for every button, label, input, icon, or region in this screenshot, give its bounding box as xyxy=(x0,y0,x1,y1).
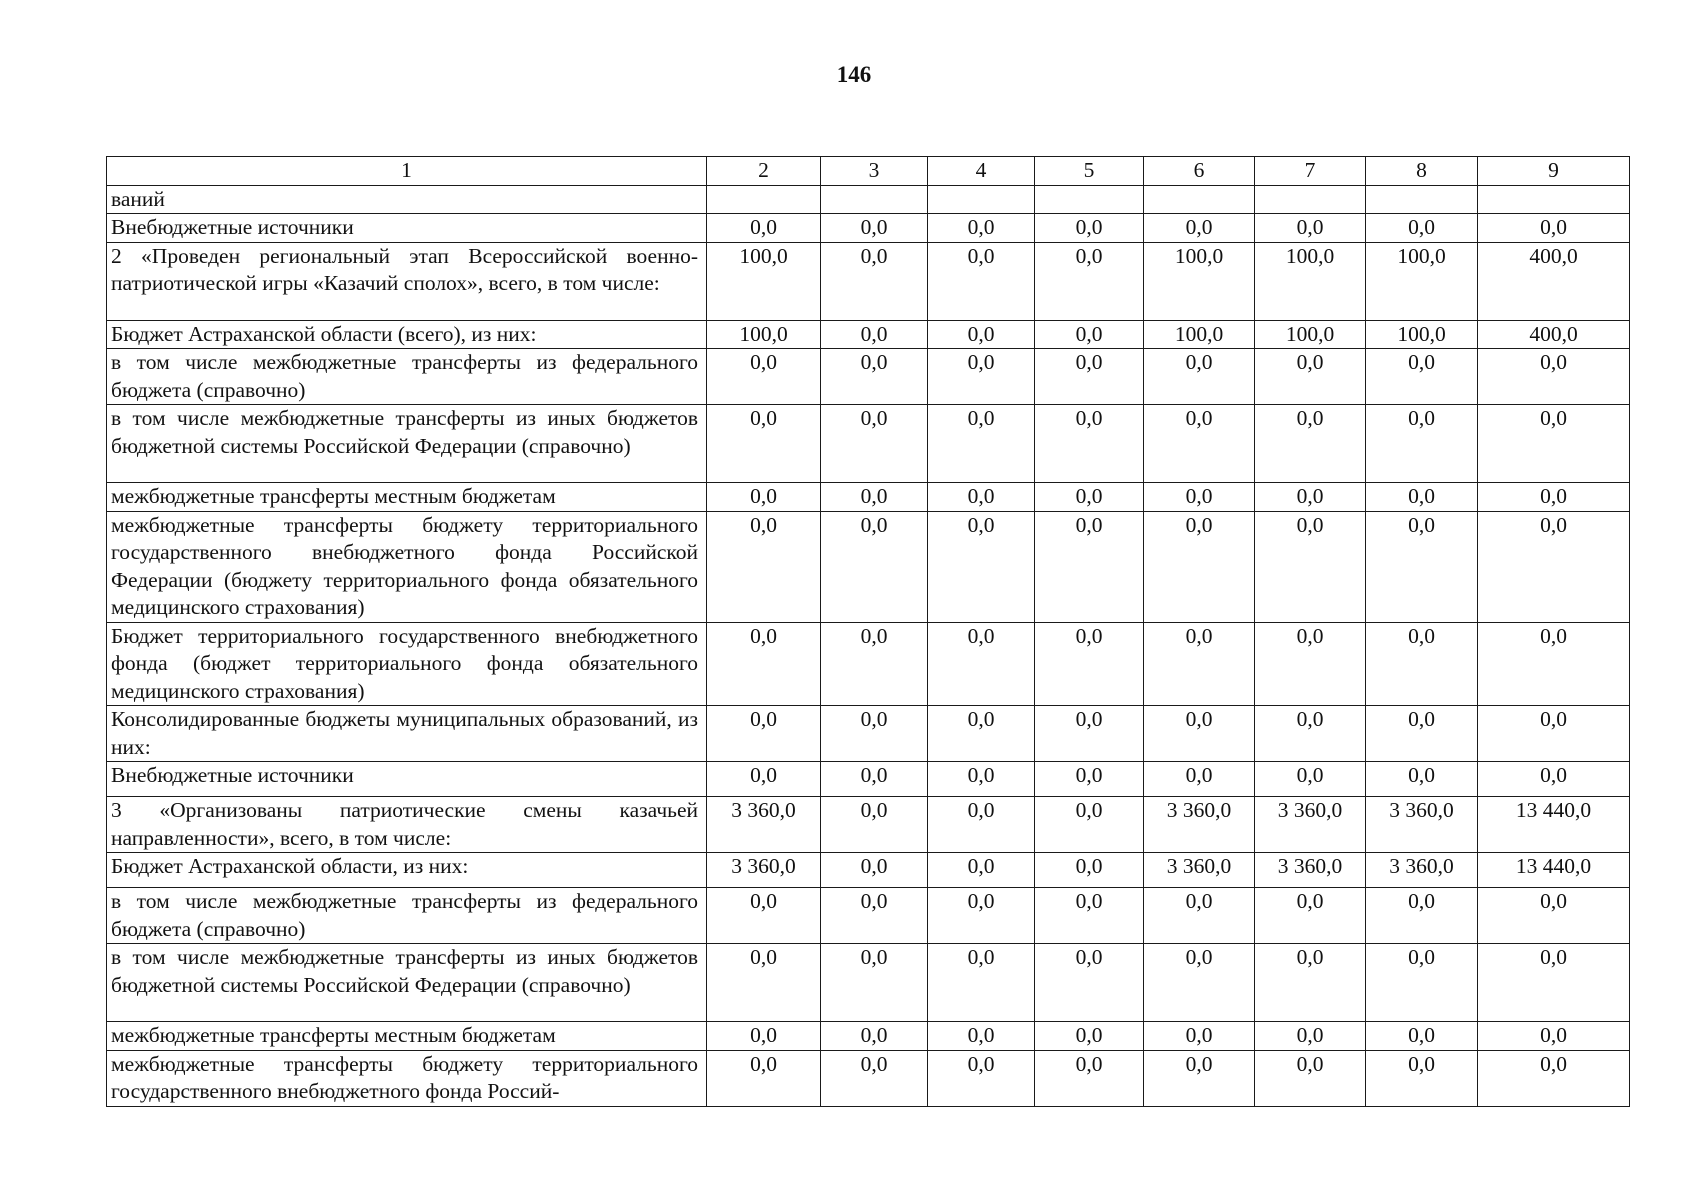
table-cell: 0,0 xyxy=(1144,888,1255,944)
table-cell: 0,0 xyxy=(821,405,928,483)
page-number: 146 xyxy=(836,62,872,87)
table-cell: 0,0 xyxy=(1035,797,1144,853)
column-header: 5 xyxy=(1035,157,1144,186)
table-cell: 0,0 xyxy=(1144,706,1255,762)
table-cell: 0,0 xyxy=(1035,762,1144,797)
table-cell: 0,0 xyxy=(1478,944,1630,1022)
table-cell: 0,0 xyxy=(1035,706,1144,762)
table-row xyxy=(107,1050,1630,1106)
row-label: межбюджетные трансферты местным бюджетам xyxy=(107,483,707,512)
row-label: межбюджетные трансферты бюджету территориального государственного внебюджетного фонда Российской Федерации (бюджету территориального фонда обязательного медицинского страхования) xyxy=(107,511,707,622)
table-cell: 0,0 xyxy=(1255,1050,1366,1106)
table-cell: 0,0 xyxy=(1255,944,1366,1022)
table-cell: 0,0 xyxy=(707,405,821,483)
table-row xyxy=(107,888,1630,944)
table-cell: 100,0 xyxy=(1366,242,1478,320)
table-cell: 0,0 xyxy=(1035,622,1144,706)
table-cell: 0,0 xyxy=(928,853,1035,888)
row-label: 2 «Проведен региональный этап Всероссийской военно-патриотической игры «Казачий сполох», всего, в том числе: xyxy=(107,242,707,320)
column-header: 3 xyxy=(821,157,928,186)
table-cell: 0,0 xyxy=(1366,1050,1478,1106)
table-cell: 0,0 xyxy=(821,349,928,405)
table-cell: 13 440,0 xyxy=(1478,797,1630,853)
row-label: в том числе межбюджетные трансферты из иных бюджетов бюджетной системы Российской Федерации (справочно) xyxy=(107,944,707,1022)
table-cell: 3 360,0 xyxy=(1144,797,1255,853)
table-row xyxy=(107,706,1630,762)
table-cell: 0,0 xyxy=(1366,349,1478,405)
table-cell: 3 360,0 xyxy=(707,853,821,888)
table-cell: 0,0 xyxy=(1035,320,1144,349)
table-cell: 100,0 xyxy=(707,320,821,349)
table-cell: 0,0 xyxy=(1255,483,1366,512)
table-cell: 0,0 xyxy=(1035,944,1144,1022)
row-label: Консолидированные бюджеты муниципальных образований, из них: xyxy=(107,706,707,762)
table-cell: 0,0 xyxy=(1366,214,1478,243)
table-cell: 0,0 xyxy=(1478,1050,1630,1106)
table-cell: 0,0 xyxy=(1255,622,1366,706)
table-cell: 0,0 xyxy=(928,214,1035,243)
table-row xyxy=(107,797,1630,853)
budget-table xyxy=(106,156,1630,1107)
table-row xyxy=(107,405,1630,483)
row-label: 3 «Организованы патриотические смены казачьей направленности», всего, в том числе: xyxy=(107,797,707,853)
table-cell: 0,0 xyxy=(1035,214,1144,243)
table-cell: 0,0 xyxy=(928,483,1035,512)
table-cell: 0,0 xyxy=(821,944,928,1022)
table-cell: 0,0 xyxy=(1255,405,1366,483)
table-cell: 0,0 xyxy=(928,511,1035,622)
row-label: межбюджетные трансферты бюджету территориального государственного внебюджетного фонда Россий- xyxy=(107,1050,707,1106)
table-cell: 0,0 xyxy=(928,797,1035,853)
table-cell: 0,0 xyxy=(928,242,1035,320)
table-cell: 0,0 xyxy=(1366,706,1478,762)
table-cell: 0,0 xyxy=(1366,888,1478,944)
table-cell: 0,0 xyxy=(1255,762,1366,797)
table-cell: 0,0 xyxy=(1478,622,1630,706)
table-cell xyxy=(1144,185,1255,214)
table-cell: 0,0 xyxy=(1478,483,1630,512)
table-cell: 0,0 xyxy=(1144,511,1255,622)
table-cell: 0,0 xyxy=(821,797,928,853)
table-cell xyxy=(928,185,1035,214)
table-cell: 0,0 xyxy=(1255,706,1366,762)
table-cell: 0,0 xyxy=(928,888,1035,944)
table-row xyxy=(107,1022,1630,1051)
table-cell: 0,0 xyxy=(1035,483,1144,512)
table-cell xyxy=(821,185,928,214)
table-cell: 0,0 xyxy=(707,888,821,944)
table-cell: 0,0 xyxy=(928,944,1035,1022)
table-cell: 0,0 xyxy=(1035,853,1144,888)
column-header: 4 xyxy=(928,157,1035,186)
table-cell: 0,0 xyxy=(707,511,821,622)
table-cell xyxy=(1255,185,1366,214)
table-cell: 0,0 xyxy=(821,853,928,888)
table-row xyxy=(107,320,1630,349)
table-cell: 0,0 xyxy=(821,483,928,512)
table-cell: 3 360,0 xyxy=(1366,797,1478,853)
table-cell: 0,0 xyxy=(928,349,1035,405)
table-cell: 0,0 xyxy=(1366,1022,1478,1051)
column-header: 1 xyxy=(107,157,707,186)
table-cell: 0,0 xyxy=(928,405,1035,483)
table-cell: 0,0 xyxy=(928,706,1035,762)
table-cell: 0,0 xyxy=(1144,622,1255,706)
table-cell: 0,0 xyxy=(1366,511,1478,622)
table-row xyxy=(107,944,1630,1022)
table-cell: 100,0 xyxy=(1255,242,1366,320)
table-cell: 0,0 xyxy=(1035,349,1144,405)
table-cell: 0,0 xyxy=(1144,1050,1255,1106)
table-cell: 0,0 xyxy=(707,706,821,762)
column-header: 6 xyxy=(1144,157,1255,186)
table-cell: 0,0 xyxy=(1478,1022,1630,1051)
table-cell: 0,0 xyxy=(821,1050,928,1106)
table-cell: 0,0 xyxy=(707,349,821,405)
table-row xyxy=(107,622,1630,706)
table-cell xyxy=(1478,185,1630,214)
table-header-row xyxy=(107,157,1630,186)
table-cell: 0,0 xyxy=(928,320,1035,349)
table-cell xyxy=(1035,185,1144,214)
column-header: 7 xyxy=(1255,157,1366,186)
table-cell: 0,0 xyxy=(707,762,821,797)
row-label: в том числе межбюджетные трансферты из федерального бюджета (справочно) xyxy=(107,349,707,405)
table-body xyxy=(107,185,1630,1106)
column-header: 8 xyxy=(1366,157,1478,186)
table-cell: 0,0 xyxy=(1255,349,1366,405)
table-cell: 0,0 xyxy=(1366,622,1478,706)
table-cell: 0,0 xyxy=(1478,888,1630,944)
table-cell: 0,0 xyxy=(707,1050,821,1106)
row-label: Внебюджетные источники xyxy=(107,214,707,243)
table-cell: 3 360,0 xyxy=(1255,853,1366,888)
table-cell: 0,0 xyxy=(707,944,821,1022)
column-header: 9 xyxy=(1478,157,1630,186)
table-cell: 100,0 xyxy=(1366,320,1478,349)
table-cell: 0,0 xyxy=(1366,483,1478,512)
table-row xyxy=(107,511,1630,622)
table-cell: 0,0 xyxy=(1035,242,1144,320)
table-cell: 0,0 xyxy=(1478,349,1630,405)
table-row xyxy=(107,185,1630,214)
table-cell: 0,0 xyxy=(821,762,928,797)
column-header: 2 xyxy=(707,157,821,186)
table-cell: 0,0 xyxy=(1478,405,1630,483)
table-cell xyxy=(1366,185,1478,214)
table-row xyxy=(107,242,1630,320)
table-cell: 0,0 xyxy=(821,511,928,622)
table-cell: 0,0 xyxy=(1035,1050,1144,1106)
table-cell: 0,0 xyxy=(821,622,928,706)
row-label: Бюджет Астраханской области (всего), из них: xyxy=(107,320,707,349)
table-cell: 3 360,0 xyxy=(1366,853,1478,888)
table-cell: 0,0 xyxy=(928,762,1035,797)
table-cell: 0,0 xyxy=(1144,1022,1255,1051)
table-cell: 0,0 xyxy=(1035,511,1144,622)
table-cell: 0,0 xyxy=(1144,405,1255,483)
table-cell: 0,0 xyxy=(928,1022,1035,1051)
table-cell: 0,0 xyxy=(1478,214,1630,243)
table-cell: 0,0 xyxy=(1366,405,1478,483)
table-cell: 0,0 xyxy=(821,888,928,944)
table-cell: 0,0 xyxy=(1035,1022,1144,1051)
table-cell: 100,0 xyxy=(1144,242,1255,320)
table-cell: 0,0 xyxy=(1035,888,1144,944)
table-cell: 0,0 xyxy=(1144,214,1255,243)
table-cell: 0,0 xyxy=(707,622,821,706)
table-cell: 0,0 xyxy=(821,242,928,320)
table-cell: 0,0 xyxy=(707,214,821,243)
table-cell: 100,0 xyxy=(707,242,821,320)
table-cell: 0,0 xyxy=(707,483,821,512)
table-cell: 0,0 xyxy=(1255,511,1366,622)
table-cell: 0,0 xyxy=(1255,888,1366,944)
table-cell: 0,0 xyxy=(821,706,928,762)
row-label: ваний xyxy=(107,185,707,214)
table-cell: 0,0 xyxy=(1144,483,1255,512)
table-cell: 400,0 xyxy=(1478,242,1630,320)
row-label: в том числе межбюджетные трансферты из иных бюджетов бюджетной системы Российской Федерации (справочно) xyxy=(107,405,707,483)
table-cell: 13 440,0 xyxy=(1478,853,1630,888)
table-cell: 0,0 xyxy=(707,1022,821,1051)
table-cell: 0,0 xyxy=(1144,349,1255,405)
table-cell: 100,0 xyxy=(1255,320,1366,349)
table-cell: 100,0 xyxy=(1144,320,1255,349)
table-cell: 0,0 xyxy=(821,320,928,349)
table-row xyxy=(107,483,1630,512)
table-cell: 0,0 xyxy=(1255,1022,1366,1051)
table-cell: 0,0 xyxy=(821,1022,928,1051)
table-cell: 3 360,0 xyxy=(1144,853,1255,888)
table-cell: 3 360,0 xyxy=(707,797,821,853)
table-row xyxy=(107,853,1630,888)
table-cell: 0,0 xyxy=(1144,762,1255,797)
row-label: Бюджет территориального государственного внебюджетного фонда (бюджет территориального фонда обязательного медицинского страхования) xyxy=(107,622,707,706)
table-cell: 0,0 xyxy=(1478,762,1630,797)
table-cell: 0,0 xyxy=(821,214,928,243)
table-cell: 0,0 xyxy=(1144,944,1255,1022)
table-cell: 0,0 xyxy=(1255,214,1366,243)
row-label: в том числе межбюджетные трансферты из федерального бюджета (справочно) xyxy=(107,888,707,944)
table-cell: 3 360,0 xyxy=(1255,797,1366,853)
table-row xyxy=(107,349,1630,405)
row-label: Бюджет Астраханской области, из них: xyxy=(107,853,707,888)
table-row xyxy=(107,762,1630,797)
table-cell: 0,0 xyxy=(1366,944,1478,1022)
table-cell: 0,0 xyxy=(928,1050,1035,1106)
table-cell: 0,0 xyxy=(1035,405,1144,483)
table-cell: 0,0 xyxy=(928,622,1035,706)
row-label: Внебюджетные источники xyxy=(107,762,707,797)
table-cell: 0,0 xyxy=(1478,511,1630,622)
table-cell: 0,0 xyxy=(1366,762,1478,797)
table-cell: 0,0 xyxy=(1478,706,1630,762)
row-label: межбюджетные трансферты местным бюджетам xyxy=(107,1022,707,1051)
table-cell xyxy=(707,185,821,214)
table-cell: 400,0 xyxy=(1478,320,1630,349)
table-row xyxy=(107,214,1630,243)
